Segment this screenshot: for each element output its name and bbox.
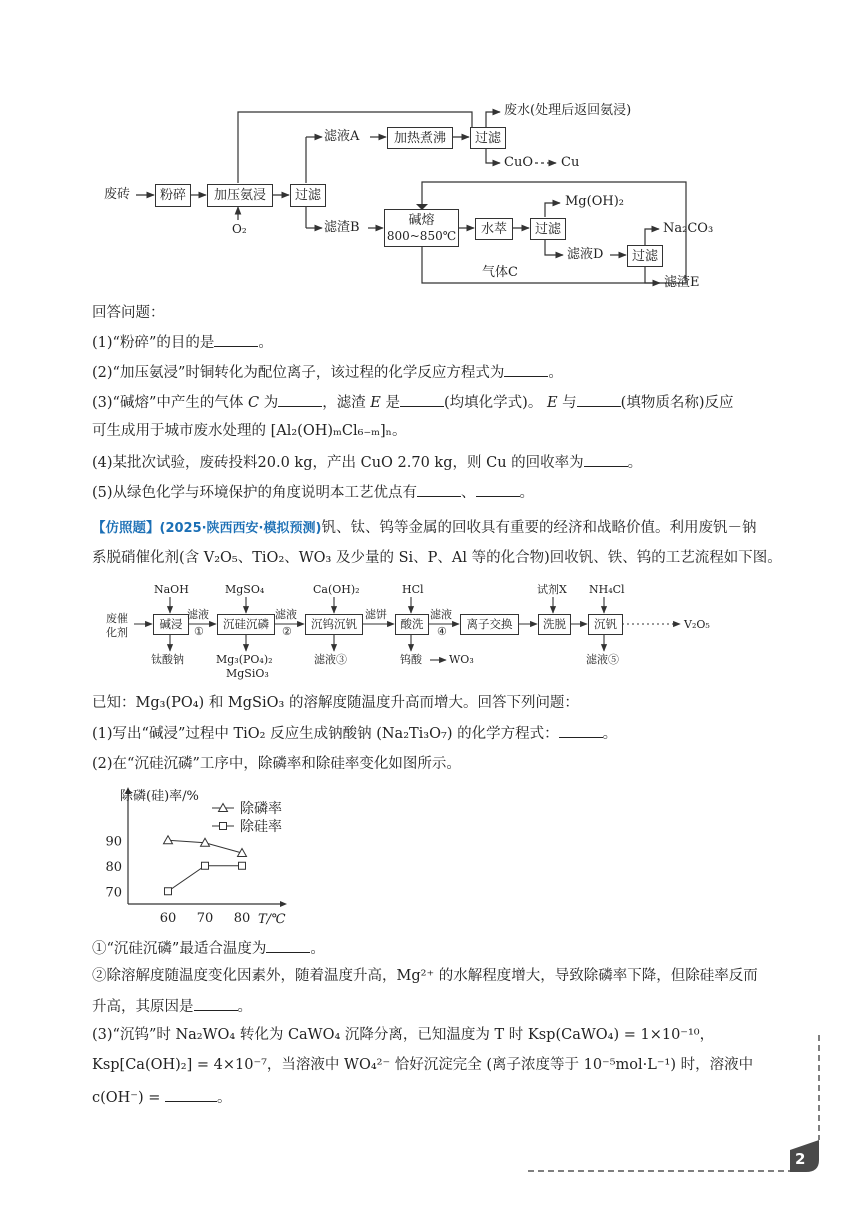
lvye-5-label: 滤液⑤: [586, 653, 619, 666]
question-3: (3)“碱熔”中产生的气体 C 为 ，滤渣 E 是 (均填化学式)。 E 与 (填物质名称)反应: [92, 392, 733, 413]
question-3-text: (填物质名称)反应: [620, 395, 734, 411]
taisuanna-label: 钛酸钠: [151, 653, 184, 666]
p2-question-3-cont: Ksp[Ca(OH)₂] = 4×10⁻⁷，当溶液中 WO₄²⁻ 恰好沉淀完全 (离子浓度等于 10⁻⁵mol·L⁻¹) 时，溶液中: [92, 1057, 754, 1073]
mgso4-label: MgSO₄: [225, 583, 265, 596]
lvye-3-label: 滤液③: [314, 653, 347, 666]
question-3-text: (3)“碱熔”中产生的气体: [92, 395, 244, 411]
lvye-d-label: 滤液D: [567, 247, 604, 262]
wo3-label: WO₃: [449, 653, 474, 666]
suanxi-box: 酸洗: [395, 614, 429, 635]
hcl-label: HCl: [402, 583, 424, 596]
question-3-text: 是: [385, 395, 401, 411]
chenwu-chenfan-box: 沉钨沉钒: [305, 614, 363, 635]
mg3po42-label: Mg₃(PO₄)₂: [216, 653, 273, 666]
question-3-text: ，滤渣: [322, 395, 366, 411]
o2-label: O₂: [232, 222, 247, 236]
lvye-2-num: ②: [282, 625, 292, 638]
guolv-box-2: 过滤: [470, 127, 506, 149]
legend-label-2: 除硅率: [240, 819, 282, 835]
jiare-zhufei-box: 加热煮沸: [387, 127, 453, 149]
xituo-box: 洗脱: [538, 614, 571, 635]
period: 。: [548, 365, 563, 381]
chengui-chenlin-box: 沉硅沉磷: [217, 614, 275, 635]
p2-question-3-text: c(OH⁻) =: [92, 1090, 161, 1106]
separator: 、: [461, 485, 476, 501]
naoh-label: NaOH: [154, 583, 189, 596]
jianrong-temp: 800~850℃: [386, 229, 457, 243]
feicui-label-2: 化剂: [106, 626, 128, 639]
mgoh2-label: Mg(OH)₂: [565, 194, 624, 209]
period: 。: [310, 941, 325, 957]
feizhuan-label: 废砖: [104, 187, 131, 202]
y-axis-label: 除磷(硅)率/%: [120, 789, 199, 804]
question-1-text: (1)“粉碎”的目的是: [92, 335, 215, 351]
feicui-label-1: 废催: [106, 612, 128, 625]
lvye-1-num: ①: [194, 625, 204, 638]
mgsio3-label: MgSiO₃: [226, 667, 269, 680]
sub-question-2-text: 升高，其原因是: [92, 999, 194, 1015]
fensui-box: 粉碎: [155, 184, 191, 207]
p2-question-2: (2)在“沉硅沉磷”工序中，除磷率和除硅率变化如图所示。: [92, 756, 461, 772]
jiaya-anjin-box: 加压氨浸: [207, 184, 273, 207]
v2o5-label: V₂O₅: [684, 618, 710, 631]
nh4cl-label: NH₄Cl: [589, 583, 625, 596]
lvzha-b-label: 滤渣B: [324, 220, 360, 235]
y-tick-label: 80: [105, 859, 122, 875]
question-3-text: 与: [562, 395, 577, 411]
imitation-tag: 【仿照题】: [92, 520, 160, 536]
question-3-text: (均填化学式)。: [444, 395, 543, 411]
lvye-4-num: ④: [437, 625, 447, 638]
problem-2-line-1: 钒、钛、钨等金属的回收具有重要的经济和战略价值。利用废钒－钠: [321, 520, 757, 536]
feishui-label: 废水(处理后返回氨浸): [504, 103, 632, 118]
problem-2-line-2: 系脱硝催化剂(含 V₂O₅、TiO₂、WO₃ 及少量的 Si、P、Al 等的化合物)回收钒、铁、钨的工艺流程如下图。: [92, 550, 782, 566]
y-tick-label: 90: [105, 834, 122, 850]
lvzha-e-label: 滤渣E: [664, 275, 700, 290]
jianrong-text: 碱熔: [408, 213, 435, 228]
sub-question-1-text: ①“沉硅沉磷”最适合温度为: [92, 941, 267, 957]
question-5-text: (5)从绿色化学与环境保护的角度说明本工艺优点有: [92, 485, 418, 501]
na2co3-label: Na₂CO₃: [663, 221, 714, 236]
x-tick-label: 80: [233, 911, 251, 926]
x-tick-label: 70: [196, 911, 214, 926]
period: 。: [217, 1090, 232, 1106]
shiji-x-label: 试剂X: [537, 583, 567, 596]
question-3-cont: 可生成用于城市废水处理的 [Al₂(OH)ₘCl₆₋ₘ]ₙ。: [92, 423, 407, 439]
known-text: 已知：Mg₃(PO₄) 和 MgSiO₃ 的溶解度随温度升高而增大。回答下列问题：: [92, 695, 579, 711]
x-tick-label: 60: [159, 911, 177, 926]
guolv-box-4: 过滤: [627, 245, 663, 267]
lvye-4-label: 滤液: [430, 608, 452, 621]
lvye-a-label: 滤液A: [324, 129, 360, 144]
caoh2-label: Ca(OH)₂: [313, 583, 360, 596]
source-tag: (2025·陕西西安·模拟预测): [159, 521, 322, 536]
period: 。: [258, 335, 273, 351]
p2-question-3: (3)“沉钨”时 Na₂WO₄ 转化为 CaWO₄ 沉降分离，已知温度为 T 时 Ksp(CaWO₄) = 1×10⁻¹⁰，: [92, 1027, 715, 1043]
guolv-box-1: 过滤: [290, 184, 326, 207]
lvye-1-label: 滤液: [187, 608, 209, 621]
wusuan-label: 钨酸: [400, 653, 422, 666]
guolv-box-3: 过滤: [530, 218, 566, 240]
period: 。: [237, 999, 252, 1015]
qiti-c-label: 气体C: [482, 265, 518, 280]
period: 。: [602, 726, 618, 742]
intro-text: 回答问题：: [92, 305, 165, 321]
question-3-text: 为: [263, 395, 279, 411]
period: 。: [627, 455, 643, 471]
y-tick-label: 70: [105, 885, 122, 901]
chenfan-box: 沉钒: [588, 614, 623, 635]
shuicui-box: 水萃: [475, 218, 513, 240]
page-number: 2: [795, 1150, 806, 1168]
cu-label: Cu: [561, 155, 580, 170]
sub-question-2: ②除溶解度随温度变化因素外，随着温度升高，Mg²⁺ 的水解程度增大，导致除磷率下降，但除硅率反而: [92, 968, 758, 984]
lvye-2-label: 滤液: [275, 608, 297, 621]
legend-label-1: 除磷率: [240, 801, 282, 817]
cuo-label: CuO: [504, 155, 533, 170]
p2-question-1-text: (1)写出“碱浸”过程中 TiO₂ 反应生成钠酸钠 (Na₂Ti₃O₇) 的化学方程式：: [92, 726, 559, 742]
jianjin-box: 碱浸: [153, 614, 189, 635]
question-2-text: (2)“加压氨浸”时铜转化为配位离子，该过程的化学反应方程式为: [92, 365, 505, 381]
lvbing-label: 滤饼: [365, 608, 387, 621]
question-4-text: (4)某批次试验，废砖投料20.0 kg，产出 CuO 2.70 kg，则 Cu 的回收率为: [92, 455, 584, 471]
period: 。: [519, 485, 535, 501]
lizi-jiaohuan-box: 离子交换: [460, 614, 519, 635]
x-axis-label: T/℃: [258, 912, 286, 927]
